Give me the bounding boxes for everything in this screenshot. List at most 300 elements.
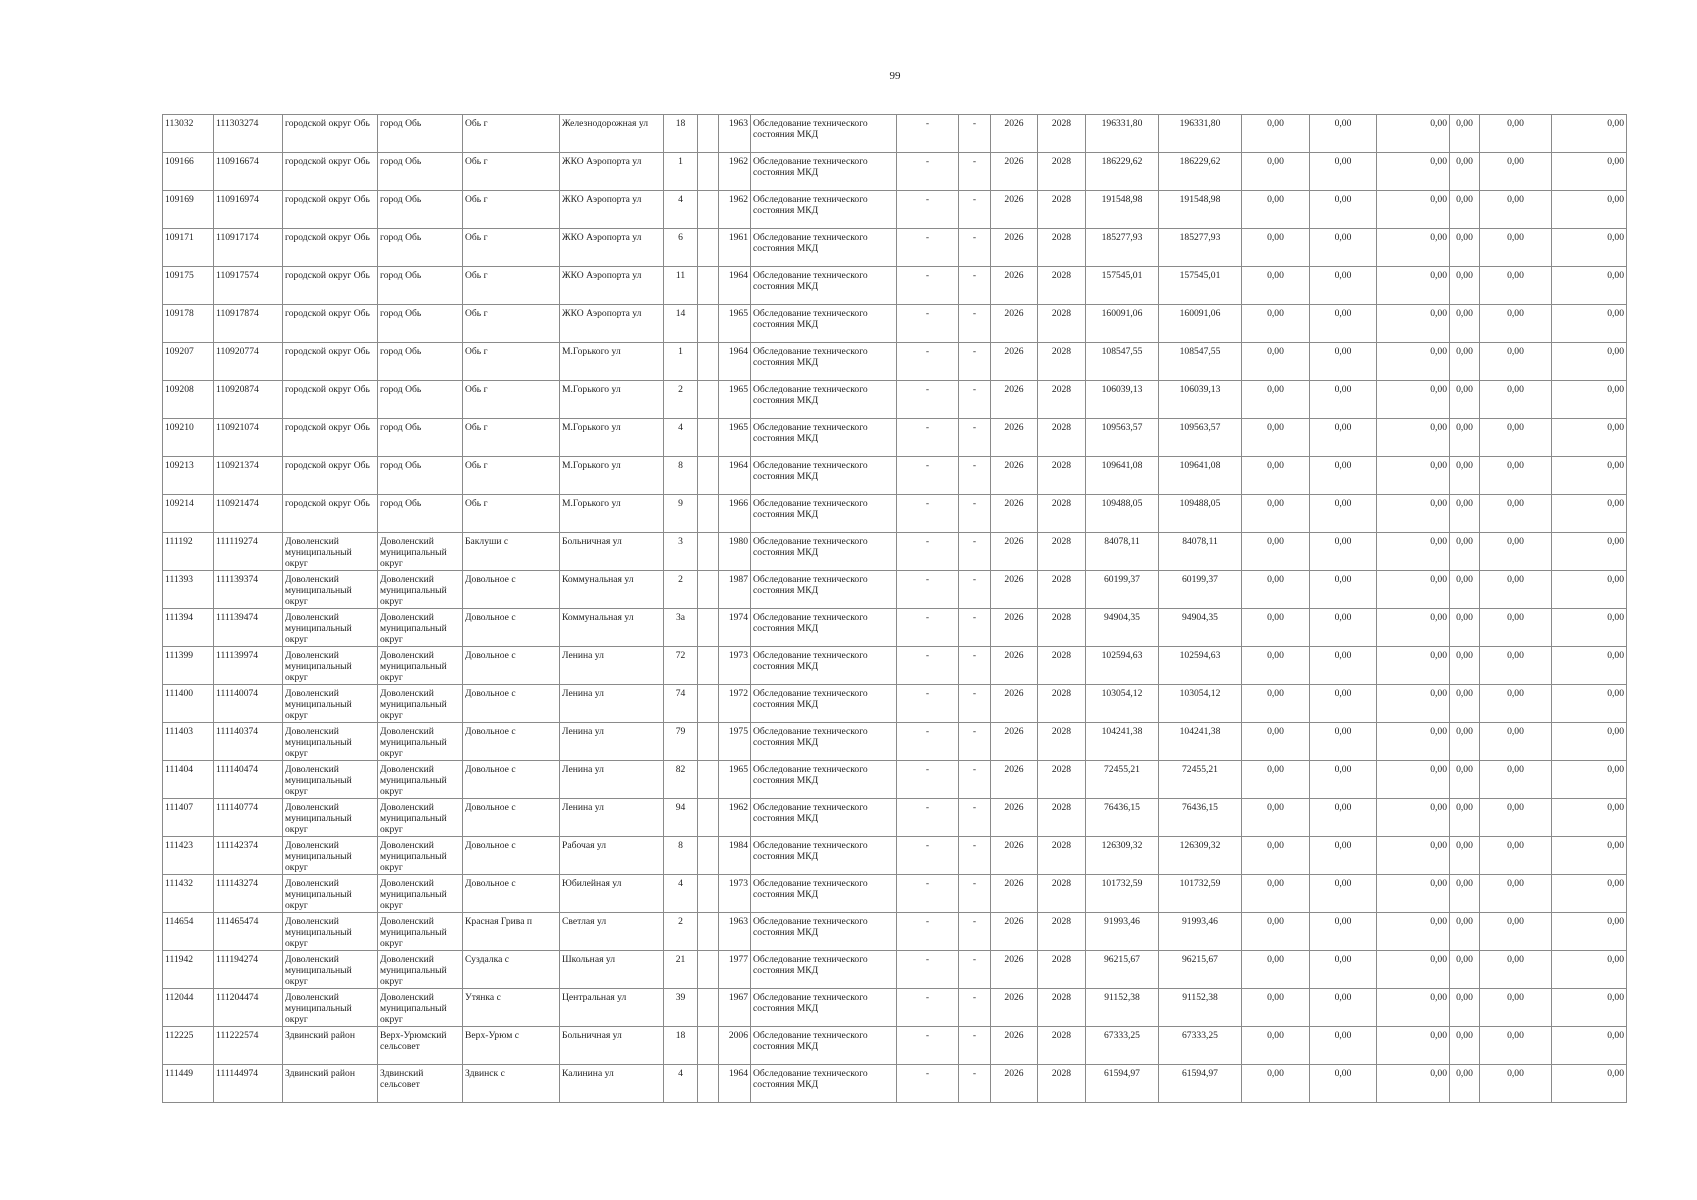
cell-budget-regional: 0,00 — [1310, 495, 1377, 533]
cell-year-built: 1962 — [719, 153, 751, 191]
cell-object-code: 111204474 — [214, 989, 283, 1027]
cell-total-cost: 76436,15 — [1086, 799, 1159, 837]
cell-house-number: 2 — [664, 571, 698, 609]
cell-budget-regional: 0,00 — [1310, 153, 1377, 191]
cell-house-number: 3а — [664, 609, 698, 647]
cell-total-cost: 84078,11 — [1086, 533, 1159, 571]
cell-budget-federal: 0,00 — [1242, 115, 1310, 153]
cell-budget-federal: 0,00 — [1242, 343, 1310, 381]
cell-budget-regional: 0,00 — [1310, 609, 1377, 647]
cell-fund-cost: 160091,06 — [1159, 305, 1242, 343]
cell-year-start: 2026 — [991, 647, 1038, 685]
cell-other-source: 0,00 — [1480, 761, 1552, 799]
cell-fund-cost: 185277,93 — [1159, 229, 1242, 267]
cell-street: Школьная ул — [560, 951, 664, 989]
cell-year-start: 2026 — [991, 1027, 1038, 1065]
cell-total-cost: 106039,13 — [1086, 381, 1159, 419]
cell-building — [698, 799, 719, 837]
cell-settlement: Доволенский муниципальный округ — [378, 951, 463, 989]
cell-fund-cost: 101732,59 — [1159, 875, 1242, 913]
cell-street: Ленина ул — [560, 647, 664, 685]
cell-locality: Довольное с — [463, 647, 560, 685]
cell-other-source: 0,00 — [1480, 951, 1552, 989]
cell-budget-regional: 0,00 — [1310, 989, 1377, 1027]
cell-owners-fund: 0,00 — [1450, 229, 1480, 267]
cell-object-code: 110920874 — [214, 381, 283, 419]
cell-row-id: 109213 — [163, 457, 214, 495]
cell-budget-federal: 0,00 — [1242, 647, 1310, 685]
cell-budget-federal: 0,00 — [1242, 381, 1310, 419]
cell-street: М.Горького ул — [560, 343, 664, 381]
cell-object-code: 111139374 — [214, 571, 283, 609]
cell-locality: Обь г — [463, 229, 560, 267]
cell-object-code: 110916974 — [214, 191, 283, 229]
cell-locality: Обь г — [463, 381, 560, 419]
cell-cost-2: - — [959, 305, 991, 343]
cell-municipality: Доволенский муниципальный округ — [283, 875, 378, 913]
table-row — [163, 495, 1627, 533]
cell-street: М.Горького ул — [560, 419, 664, 457]
cell-locality: Довольное с — [463, 837, 560, 875]
cell-year-end: 2028 — [1038, 343, 1086, 381]
cell-year-start: 2026 — [991, 381, 1038, 419]
cell-owners-fund: 0,00 — [1450, 533, 1480, 571]
cell-settlement: Доволенский муниципальный округ — [378, 647, 463, 685]
cell-locality: Довольное с — [463, 799, 560, 837]
cell-house-number: 79 — [664, 723, 698, 761]
cell-building — [698, 685, 719, 723]
cell-other-source: 0,00 — [1480, 913, 1552, 951]
cell-year-built: 1972 — [719, 685, 751, 723]
cell-cost-2: - — [959, 685, 991, 723]
cell-year-start: 2026 — [991, 609, 1038, 647]
cell-municipality: Доволенский муниципальный округ — [283, 799, 378, 837]
cell-owners-fund: 0,00 — [1450, 419, 1480, 457]
cell-locality: Обь г — [463, 495, 560, 533]
cell-cost-1: - — [897, 457, 959, 495]
cell-owners-fund: 0,00 — [1450, 647, 1480, 685]
cell-year-end: 2028 — [1038, 381, 1086, 419]
table-row — [163, 381, 1627, 419]
cell-total-cost: 196331,80 — [1086, 115, 1159, 153]
cell-work-type: Обследование технического состояния МКД — [751, 609, 897, 647]
cell-year-end: 2028 — [1038, 267, 1086, 305]
cell-street: Ленина ул — [560, 761, 664, 799]
cell-year-start: 2026 — [991, 495, 1038, 533]
cell-cost-1: - — [897, 571, 959, 609]
cell-row-id: 109210 — [163, 419, 214, 457]
cell-cost-2: - — [959, 875, 991, 913]
cell-other-source: 0,00 — [1480, 191, 1552, 229]
cell-house-number: 1 — [664, 343, 698, 381]
cell-budget-federal: 0,00 — [1242, 1027, 1310, 1065]
cell-budget-local: 0,00 — [1377, 191, 1450, 229]
cell-fund-cost: 84078,11 — [1159, 533, 1242, 571]
cell-owners-fund: 0,00 — [1450, 761, 1480, 799]
cell-budget-regional: 0,00 — [1310, 1027, 1377, 1065]
cell-work-type: Обследование технического состояния МКД — [751, 1027, 897, 1065]
cell-budget-local: 0,00 — [1377, 761, 1450, 799]
cell-owners-fund: 0,00 — [1450, 305, 1480, 343]
cell-street: ЖКО Аэропорта ул — [560, 153, 664, 191]
cell-building — [698, 305, 719, 343]
cell-street: Ленина ул — [560, 685, 664, 723]
cell-other-source: 0,00 — [1480, 1065, 1552, 1103]
cell-house-number: 11 — [664, 267, 698, 305]
cell-locality: Довольное с — [463, 875, 560, 913]
table-row — [163, 191, 1627, 229]
cell-work-type: Обследование технического состояния МКД — [751, 533, 897, 571]
cell-locality: Довольное с — [463, 609, 560, 647]
cell-settlement: город Обь — [378, 191, 463, 229]
cell-object-code: 110921074 — [214, 419, 283, 457]
cell-object-code: 110917574 — [214, 267, 283, 305]
cell-municipality: городской округ Обь — [283, 381, 378, 419]
cell-year-built: 1964 — [719, 457, 751, 495]
cell-year-end: 2028 — [1038, 495, 1086, 533]
cell-extra-source: 0,00 — [1552, 267, 1627, 305]
cell-budget-federal: 0,00 — [1242, 875, 1310, 913]
cell-total-cost: 91152,38 — [1086, 989, 1159, 1027]
table-row — [163, 875, 1627, 913]
cell-budget-regional: 0,00 — [1310, 647, 1377, 685]
cell-year-built: 1987 — [719, 571, 751, 609]
cell-year-start: 2026 — [991, 533, 1038, 571]
cell-budget-federal: 0,00 — [1242, 229, 1310, 267]
cell-cost-2: - — [959, 343, 991, 381]
cell-budget-federal: 0,00 — [1242, 761, 1310, 799]
cell-owners-fund: 0,00 — [1450, 609, 1480, 647]
cell-fund-cost: 103054,12 — [1159, 685, 1242, 723]
cell-total-cost: 185277,93 — [1086, 229, 1159, 267]
cell-row-id: 112225 — [163, 1027, 214, 1065]
cell-budget-local: 0,00 — [1377, 229, 1450, 267]
cell-locality: Довольное с — [463, 685, 560, 723]
cell-object-code: 111140374 — [214, 723, 283, 761]
cell-work-type: Обследование технического состояния МКД — [751, 305, 897, 343]
cell-budget-local: 0,00 — [1377, 837, 1450, 875]
cell-house-number: 8 — [664, 837, 698, 875]
cell-budget-regional: 0,00 — [1310, 761, 1377, 799]
cell-extra-source: 0,00 — [1552, 989, 1627, 1027]
cell-owners-fund: 0,00 — [1450, 723, 1480, 761]
cell-municipality: городской округ Обь — [283, 153, 378, 191]
cell-other-source: 0,00 — [1480, 647, 1552, 685]
cell-budget-local: 0,00 — [1377, 419, 1450, 457]
cell-budget-regional: 0,00 — [1310, 457, 1377, 495]
cell-total-cost: 96215,67 — [1086, 951, 1159, 989]
cell-year-start: 2026 — [991, 229, 1038, 267]
cell-street: ЖКО Аэропорта ул — [560, 305, 664, 343]
cell-other-source: 0,00 — [1480, 343, 1552, 381]
cell-fund-cost: 94904,35 — [1159, 609, 1242, 647]
cell-fund-cost: 102594,63 — [1159, 647, 1242, 685]
table-row — [163, 951, 1627, 989]
cell-row-id: 114654 — [163, 913, 214, 951]
cell-extra-source: 0,00 — [1552, 647, 1627, 685]
cell-object-code: 111140774 — [214, 799, 283, 837]
cell-budget-regional: 0,00 — [1310, 913, 1377, 951]
cell-fund-cost: 186229,62 — [1159, 153, 1242, 191]
cell-year-start: 2026 — [991, 305, 1038, 343]
cell-year-built: 1973 — [719, 647, 751, 685]
cell-year-start: 2026 — [991, 837, 1038, 875]
cell-year-start: 2026 — [991, 419, 1038, 457]
table-row — [163, 989, 1627, 1027]
cell-cost-2: - — [959, 989, 991, 1027]
cell-year-end: 2028 — [1038, 875, 1086, 913]
table-row — [163, 647, 1627, 685]
cell-cost-1: - — [897, 153, 959, 191]
cell-owners-fund: 0,00 — [1450, 837, 1480, 875]
cell-street: Ленина ул — [560, 799, 664, 837]
cell-locality: Обь г — [463, 305, 560, 343]
cell-building — [698, 571, 719, 609]
cell-fund-cost: 96215,67 — [1159, 951, 1242, 989]
cell-year-end: 2028 — [1038, 799, 1086, 837]
cell-year-built: 1967 — [719, 989, 751, 1027]
cell-budget-federal: 0,00 — [1242, 913, 1310, 951]
cell-object-code: 111303274 — [214, 115, 283, 153]
cell-extra-source: 0,00 — [1552, 571, 1627, 609]
cell-building — [698, 875, 719, 913]
cell-row-id: 111423 — [163, 837, 214, 875]
cell-extra-source: 0,00 — [1552, 875, 1627, 913]
cell-total-cost: 109641,08 — [1086, 457, 1159, 495]
cell-cost-2: - — [959, 267, 991, 305]
table-row — [163, 609, 1627, 647]
cell-cost-2: - — [959, 419, 991, 457]
cell-budget-local: 0,00 — [1377, 533, 1450, 571]
cell-year-built: 1962 — [719, 799, 751, 837]
cell-year-built: 1963 — [719, 913, 751, 951]
cell-fund-cost: 109563,57 — [1159, 419, 1242, 457]
cell-settlement: город Обь — [378, 419, 463, 457]
cell-extra-source: 0,00 — [1552, 533, 1627, 571]
cell-budget-regional: 0,00 — [1310, 723, 1377, 761]
cell-budget-regional: 0,00 — [1310, 571, 1377, 609]
cell-work-type: Обследование технического состояния МКД — [751, 267, 897, 305]
cell-year-start: 2026 — [991, 989, 1038, 1027]
cell-locality: Утянка с — [463, 989, 560, 1027]
cell-settlement: город Обь — [378, 267, 463, 305]
cell-row-id: 109175 — [163, 267, 214, 305]
cell-municipality: Доволенский муниципальный округ — [283, 951, 378, 989]
cell-year-built: 1965 — [719, 381, 751, 419]
cell-total-cost: 109488,05 — [1086, 495, 1159, 533]
cell-budget-federal: 0,00 — [1242, 837, 1310, 875]
cell-building — [698, 495, 719, 533]
cell-street: М.Горького ул — [560, 381, 664, 419]
cell-locality: Суздалка с — [463, 951, 560, 989]
cell-owners-fund: 0,00 — [1450, 1065, 1480, 1103]
cell-total-cost: 67333,25 — [1086, 1027, 1159, 1065]
cell-municipality: Доволенский муниципальный округ — [283, 761, 378, 799]
cell-fund-cost: 91152,38 — [1159, 989, 1242, 1027]
cell-year-start: 2026 — [991, 115, 1038, 153]
cell-settlement: Доволенский муниципальный округ — [378, 761, 463, 799]
cell-extra-source: 0,00 — [1552, 951, 1627, 989]
cell-budget-local: 0,00 — [1377, 343, 1450, 381]
cell-municipality: городской округ Обь — [283, 115, 378, 153]
cell-budget-local: 0,00 — [1377, 951, 1450, 989]
cell-owners-fund: 0,00 — [1450, 381, 1480, 419]
cell-building — [698, 153, 719, 191]
cell-municipality: городской округ Обь — [283, 191, 378, 229]
cell-year-built: 1964 — [719, 267, 751, 305]
cell-fund-cost: 76436,15 — [1159, 799, 1242, 837]
cell-cost-1: - — [897, 951, 959, 989]
cell-budget-regional: 0,00 — [1310, 799, 1377, 837]
cell-extra-source: 0,00 — [1552, 761, 1627, 799]
cell-street: Рабочая ул — [560, 837, 664, 875]
cell-extra-source: 0,00 — [1552, 115, 1627, 153]
cell-year-end: 2028 — [1038, 191, 1086, 229]
cell-budget-regional: 0,00 — [1310, 685, 1377, 723]
cell-settlement: Доволенский муниципальный округ — [378, 609, 463, 647]
cell-locality: Довольное с — [463, 723, 560, 761]
cell-work-type: Обследование технического состояния МКД — [751, 495, 897, 533]
cell-fund-cost: 104241,38 — [1159, 723, 1242, 761]
cell-fund-cost: 126309,32 — [1159, 837, 1242, 875]
cell-settlement: Доволенский муниципальный округ — [378, 913, 463, 951]
cell-house-number: 72 — [664, 647, 698, 685]
cell-settlement: город Обь — [378, 343, 463, 381]
cell-locality: Обь г — [463, 343, 560, 381]
cell-year-start: 2026 — [991, 343, 1038, 381]
cell-object-code: 110917174 — [214, 229, 283, 267]
cell-fund-cost: 108547,55 — [1159, 343, 1242, 381]
cell-year-built: 1964 — [719, 343, 751, 381]
cell-settlement: Доволенский муниципальный округ — [378, 799, 463, 837]
cell-street: Больничная ул — [560, 1027, 664, 1065]
cell-year-start: 2026 — [991, 723, 1038, 761]
table-row — [163, 115, 1627, 153]
cell-house-number: 4 — [664, 191, 698, 229]
cell-other-source: 0,00 — [1480, 419, 1552, 457]
cell-fund-cost: 91993,46 — [1159, 913, 1242, 951]
cell-budget-federal: 0,00 — [1242, 533, 1310, 571]
cell-work-type: Обследование технического состояния МКД — [751, 913, 897, 951]
cell-year-start: 2026 — [991, 267, 1038, 305]
cell-total-cost: 60199,37 — [1086, 571, 1159, 609]
cell-object-code: 110921374 — [214, 457, 283, 495]
cell-municipality: городской округ Обь — [283, 495, 378, 533]
cell-row-id: 111400 — [163, 685, 214, 723]
cell-locality: Обь г — [463, 419, 560, 457]
cell-building — [698, 229, 719, 267]
cell-building — [698, 267, 719, 305]
cell-municipality: Доволенский муниципальный округ — [283, 837, 378, 875]
cell-street: М.Горького ул — [560, 457, 664, 495]
cell-extra-source: 0,00 — [1552, 153, 1627, 191]
cell-cost-1: - — [897, 191, 959, 229]
cell-other-source: 0,00 — [1480, 1027, 1552, 1065]
cell-extra-source: 0,00 — [1552, 457, 1627, 495]
cell-work-type: Обследование технического состояния МКД — [751, 343, 897, 381]
cell-fund-cost: 106039,13 — [1159, 381, 1242, 419]
cell-other-source: 0,00 — [1480, 495, 1552, 533]
cell-year-start: 2026 — [991, 913, 1038, 951]
cell-street: Юбилейная ул — [560, 875, 664, 913]
cell-locality: Обь г — [463, 191, 560, 229]
cell-budget-federal: 0,00 — [1242, 989, 1310, 1027]
cell-locality: Верх-Урюм с — [463, 1027, 560, 1065]
cell-year-built: 1980 — [719, 533, 751, 571]
cell-budget-regional: 0,00 — [1310, 951, 1377, 989]
cell-municipality: городской округ Обь — [283, 229, 378, 267]
cell-object-code: 111140474 — [214, 761, 283, 799]
cell-budget-local: 0,00 — [1377, 647, 1450, 685]
cell-cost-2: - — [959, 153, 991, 191]
table-row — [163, 723, 1627, 761]
cell-row-id: 111403 — [163, 723, 214, 761]
cell-settlement: город Обь — [378, 229, 463, 267]
cell-house-number: 6 — [664, 229, 698, 267]
cell-year-built: 1977 — [719, 951, 751, 989]
registry-body — [163, 115, 1627, 1103]
cell-other-source: 0,00 — [1480, 989, 1552, 1027]
cell-locality: Здвинск с — [463, 1065, 560, 1103]
cell-building — [698, 609, 719, 647]
cell-row-id: 111432 — [163, 875, 214, 913]
cell-cost-2: - — [959, 723, 991, 761]
table-row — [163, 153, 1627, 191]
cell-year-start: 2026 — [991, 191, 1038, 229]
cell-municipality: городской округ Обь — [283, 343, 378, 381]
cell-owners-fund: 0,00 — [1450, 571, 1480, 609]
cell-other-source: 0,00 — [1480, 229, 1552, 267]
cell-cost-1: - — [897, 761, 959, 799]
cell-row-id: 111399 — [163, 647, 214, 685]
cell-work-type: Обследование технического состояния МКД — [751, 153, 897, 191]
cell-municipality: Доволенский муниципальный округ — [283, 723, 378, 761]
cell-work-type: Обследование технического состояния МКД — [751, 419, 897, 457]
cell-municipality: Здвинский район — [283, 1027, 378, 1065]
cell-row-id: 109208 — [163, 381, 214, 419]
cell-year-start: 2026 — [991, 1065, 1038, 1103]
table-row — [163, 457, 1627, 495]
cell-work-type: Обследование технического состояния МКД — [751, 837, 897, 875]
cell-other-source: 0,00 — [1480, 799, 1552, 837]
cell-settlement: Доволенский муниципальный округ — [378, 533, 463, 571]
cell-year-built: 1965 — [719, 761, 751, 799]
cell-extra-source: 0,00 — [1552, 799, 1627, 837]
cell-extra-source: 0,00 — [1552, 419, 1627, 457]
cell-total-cost: 72455,21 — [1086, 761, 1159, 799]
cell-house-number: 4 — [664, 1065, 698, 1103]
cell-house-number: 82 — [664, 761, 698, 799]
cell-street: Коммунальная ул — [560, 571, 664, 609]
cell-house-number: 18 — [664, 1027, 698, 1065]
cell-building — [698, 533, 719, 571]
registry-table — [162, 114, 1627, 1103]
cell-cost-2: - — [959, 609, 991, 647]
cell-year-start: 2026 — [991, 685, 1038, 723]
cell-house-number: 21 — [664, 951, 698, 989]
cell-other-source: 0,00 — [1480, 115, 1552, 153]
cell-total-cost: 126309,32 — [1086, 837, 1159, 875]
cell-year-end: 2028 — [1038, 951, 1086, 989]
cell-extra-source: 0,00 — [1552, 837, 1627, 875]
cell-locality: Довольное с — [463, 571, 560, 609]
cell-house-number: 1 — [664, 153, 698, 191]
cell-municipality: городской округ Обь — [283, 305, 378, 343]
cell-fund-cost: 72455,21 — [1159, 761, 1242, 799]
cell-cost-1: - — [897, 875, 959, 913]
cell-fund-cost: 191548,98 — [1159, 191, 1242, 229]
cell-object-code: 110917874 — [214, 305, 283, 343]
